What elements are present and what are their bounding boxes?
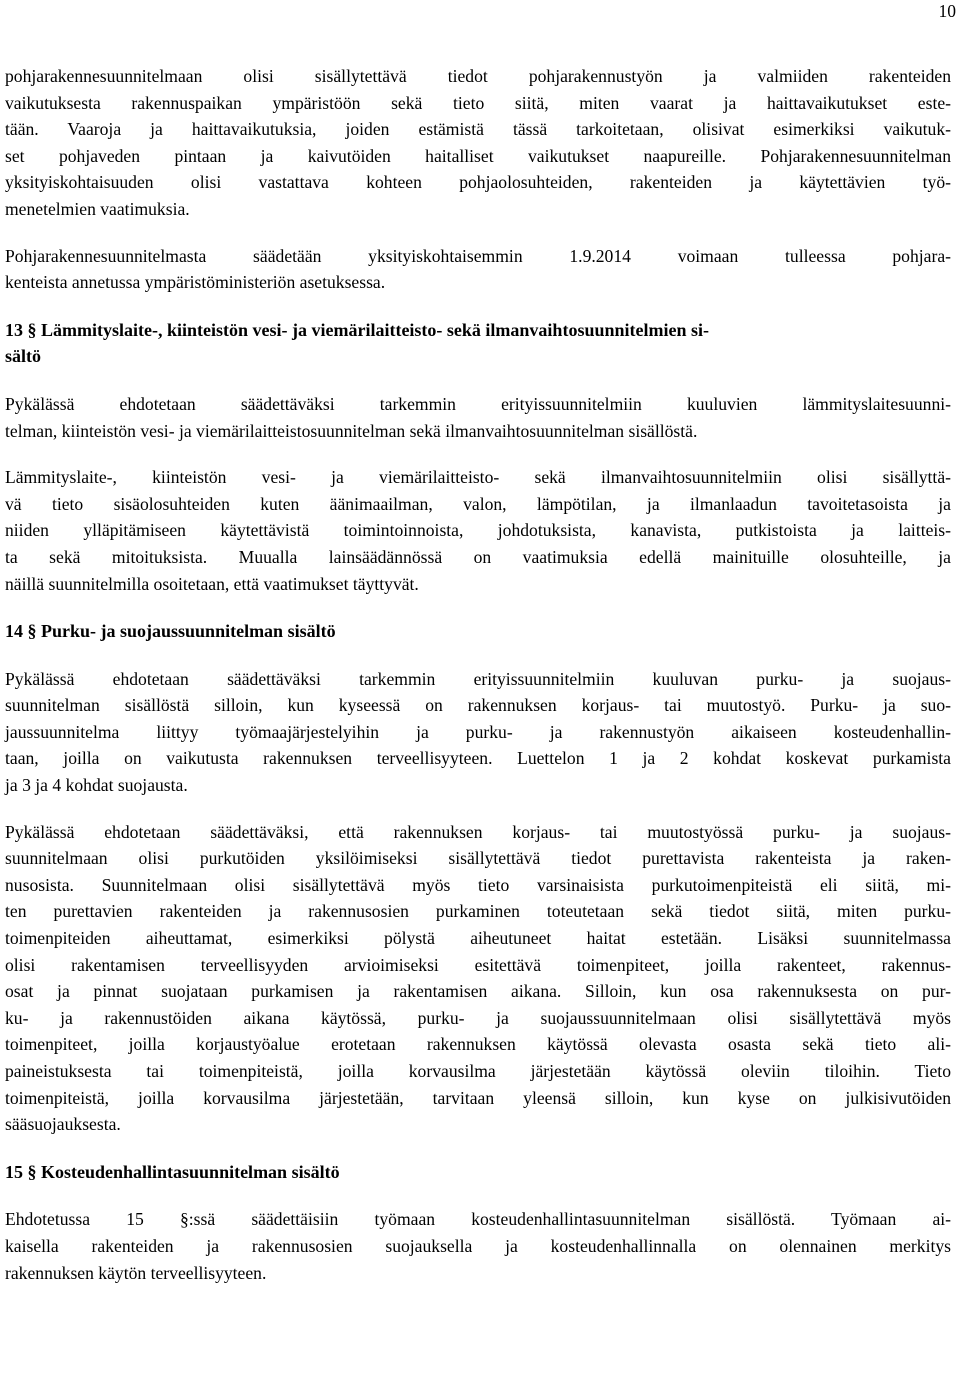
text-line: menetelmien vaatimuksia.: [5, 198, 190, 219]
text-line: nusosista. Suunnitelmaan olisi sisällytettävä myös tieto varsinaisista purkutoimenpiteistä eli siitä, mi-: [5, 874, 951, 895]
text-line: olisi rakentamisen terveellisyyden arvioimiseksi esitettävä toimenpiteet, joilla rakenteet, rakennus-: [5, 954, 951, 975]
text-line: rakennuksen käytön terveellisyyteen.: [5, 1262, 267, 1283]
text-line: ta sekä mitoituksista. Muualla lainsäädännössä on vaatimuksia edellä mainituille olosuhteille, ja: [5, 546, 951, 567]
heading-line: sältö: [5, 346, 41, 367]
text-line: Ehdotetussa 15 §:ssä säädettäisiin työmaan kosteudenhallintasuunnitelman sisällöstä. Työmaan ai-: [5, 1209, 951, 1230]
paragraph-foundation-plan-content: [5, 63, 951, 223]
text-line: jaussuunnitelma liittyy työmaajärjestelyihin ja purku- ja rakennustyön aikaiseen kosteudenhallin-: [5, 721, 951, 742]
paragraph-section-14-intro: [5, 666, 951, 799]
text-line: toimenpiteet, joilla korjaustyöalue erotetaan rakennuksen käytössä olevasta osasta sekä tieto ali-: [5, 1034, 951, 1055]
text-line: Pykälässä ehdotetaan säädettäväksi, että rakennuksen korjaus- tai muutostyössä purku- ja suojaus-: [5, 821, 951, 842]
page-number: 10: [938, 1, 956, 21]
heading-line: 13 § Lämmityslaite-, kiinteistön vesi- ja viemärilaitteisto- sekä ilmanvaihtosuunnitelmien si-: [5, 319, 709, 340]
text-line: suunnitelman sisällöstä silloin, kun kyseessä on rakennuksen korjaus- tai muutostyö. Purku- ja suo-: [5, 695, 951, 716]
text-line: taan, joilla on vaikutusta rakennuksen terveellisyyteen. Luettelon 1 ja 2 kohdat koskevat purkamista: [5, 748, 951, 769]
text-line: kaisella rakenteiden ja rakennusosien suojauksella ja kosteudenhallinnalla on olennainen merkitys: [5, 1235, 951, 1256]
paragraph-section-13-content: [5, 464, 951, 597]
text-line: vä tieto sisäolosuhteiden kuten äänimaailman, valon, lämpötilan, ja ilmanlaadun tavoitetasoista ja: [5, 493, 951, 514]
text-line: toimenpiteiden aiheuttamat, esimerkiksi pölystä aiheutuneet haitat estetään. Lisäksi suunnitelmassa: [5, 928, 951, 949]
document-body: [5, 63, 951, 1286]
text-line: pohjarakennesuunnitelmaan olisi sisällytettävä tiedot pohjarakennustyön ja valmiiden rakenteiden: [5, 66, 951, 86]
section-heading-13: [5, 317, 951, 370]
text-line: näillä suunnitelmilla osoitetaan, että vaatimukset täyttyvät.: [5, 573, 419, 594]
text-line: ten purettavien rakenteiden ja rakennusosien purkaminen toteutetaan sekä tiedot siitä, miten purku-: [5, 901, 951, 922]
section-heading-15: [5, 1159, 951, 1186]
text-line: paineistuksesta tai toimenpiteistä, joilla korvausilma järjestetään käytössä oleviin tiloihin. Tieto: [5, 1061, 951, 1081]
heading-line: 14 § Purku- ja suojaussuunnitelman sisältö: [5, 621, 336, 642]
paragraph-section-13-intro: [5, 391, 951, 444]
text-line: tään. Vaaroja ja haittavaikutuksia, joiden estämistä tässä tarkoitetaan, olisivat esimerkiksi vaikutuk-: [5, 119, 951, 140]
section-heading-14: [5, 618, 951, 645]
text-line: osat ja pinnat suojataan purkamisen ja rakentamisen aikana. Silloin, kun osa rakennuksesta on pur-: [5, 981, 951, 1002]
text-line: telman, kiinteistön vesi- ja viemärilaitteistosuunnitelman sekä ilmanvaihtosuunnitelman sisällöstä.: [5, 420, 698, 441]
paragraph-foundation-plan-decree: [5, 243, 951, 296]
text-line: Pykälässä ehdotetaan säädettäväksi tarkemmin erityissuunnitelmiin kuuluvien lämmityslaitesuunni-: [5, 393, 951, 414]
text-line: kenteista annetussa ympäristöministeriön asetuksessa.: [5, 272, 386, 293]
text-line: Pohjarakennesuunnitelmasta säädetään yksityiskohtaisemmin 1.9.2014 voimaan tulleessa pohjara-: [5, 245, 951, 266]
text-line: suunnitelmaan olisi purkutöiden yksilöimiseksi sisällytettävä tiedot purettavista rakenteista ja raken-: [5, 848, 951, 869]
text-line: ja 3 ja 4 kohdat suojausta.: [5, 775, 188, 796]
text-line: ku- ja rakennustöiden aikana käytössä, purku- ja suojaussuunnitelmaan olisi sisällytettävä myös: [5, 1007, 951, 1028]
paragraph-section-15-content: [5, 1206, 951, 1286]
text-line: vaikutuksesta rakennuspaikan ympäristöön sekä tieto siitä, miten vaarat ja haittavaikutukset este-: [5, 92, 951, 113]
text-line: toimenpiteistä, joilla korvausilma järjestetään, tarvitaan yleensä silloin, kun kyse on julkisivutöiden: [5, 1087, 951, 1108]
text-line: set pohjaveden pintaan ja kaivutöiden haitalliset vaikutukset naapureille. Pohjarakennesuunnitelman: [5, 145, 951, 166]
heading-line: 15 § Kosteudenhallintasuunnitelman sisältö: [5, 1161, 340, 1182]
text-line: sääsuojauksesta.: [5, 1114, 121, 1135]
text-line: Pykälässä ehdotetaan säädettäväksi tarkemmin erityissuunnitelmiin kuuluvan purku- ja suojaus-: [5, 668, 951, 689]
text-line: Lämmityslaite-, kiinteistön vesi- ja viemärilaitteisto- sekä ilmanvaihtosuunnitelmiin olisi sisällyttä-: [5, 467, 951, 488]
text-line: yksityiskohtaisuuden olisi vastattava kohteen pohjaolosuhteiden, rakenteiden ja käytettävien työ-: [5, 172, 951, 193]
paragraph-section-14-content: [5, 819, 951, 1138]
text-line: niiden ylläpitämiseen käytettävistä toimintoinnoista, johdotuksista, kanavista, putkistoista ja laitteis-: [5, 520, 951, 541]
